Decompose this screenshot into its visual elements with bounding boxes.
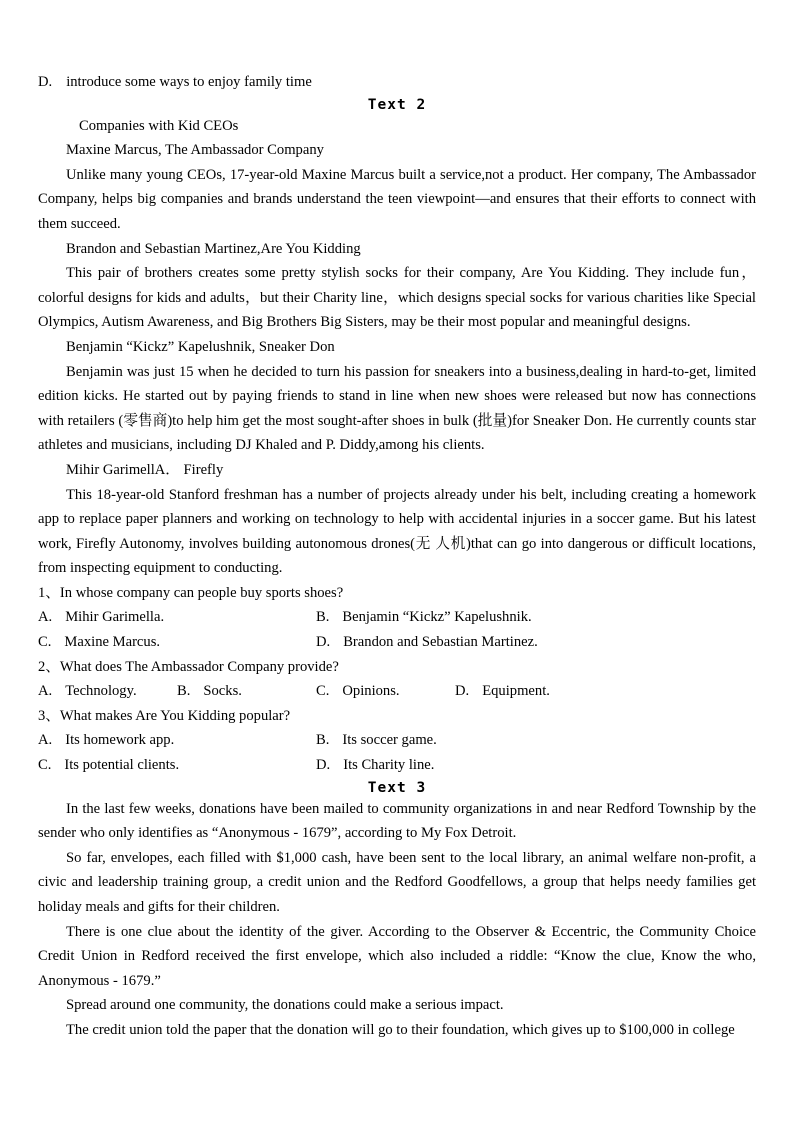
question-3-options-row-2 — [38, 753, 756, 778]
answer-option — [38, 753, 316, 778]
text3-paragraph: In the last few weeks, donations have been mailed to community organizations in and near Redford Township by the sender who only identifies as “Anonymous - 1679”, according to My Fox Detroit. — [38, 800, 756, 842]
question-2-options-row — [38, 679, 756, 704]
question-1-stem: 1、In whose company can people buy sports shoes? — [38, 584, 344, 601]
option-text: Mihir Garimella. — [65, 609, 165, 626]
option-text: Socks. — [203, 683, 242, 700]
option-text: Its homework app. — [65, 732, 175, 749]
company-subtitle: Maxine Marcus, The Ambassador Company — [66, 142, 324, 159]
option-text: Its soccer game. — [342, 732, 437, 749]
answer-option — [316, 605, 756, 630]
question-3-options-row-1 — [38, 728, 756, 753]
option-letter: D. — [316, 757, 331, 774]
option-letter: D. — [455, 683, 470, 700]
answer-option — [316, 753, 756, 778]
company-paragraph: This 18-year-old Stanford freshman has a number of projects already under his belt, including creating a homework app to replace paper planners and working on technology to help with accidental injuries in a soccer game. But his latest work, Firefly Autonomy, involves building autonomous drones(无 人机)that can go into dangerous or difficult locations, from inspecting equipment to conducting. — [38, 486, 756, 577]
company-subtitle: Mihir GarimellA． Firefly — [66, 461, 224, 478]
answer-option — [316, 728, 756, 753]
text3-paragraph: There is one clue about the identity of the giver. According to the Observer & Eccentric, the Community Choice Credit Union in Redford received the first envelope, which also included a riddle: “Know the clue, Know the who, Anonymous - 1679.” — [38, 923, 756, 989]
option-letter: C. — [38, 634, 52, 651]
company-subtitle: Brandon and Sebastian Martinez,Are You Kidding — [66, 240, 361, 257]
option-text: Maxine Marcus. — [64, 634, 161, 651]
option-text: Its potential clients. — [64, 757, 180, 774]
company-paragraph: Benjamin was just 15 when he decided to turn his passion for sneakers into a business,dealing in hard-to-get, limited edition kicks. He started out by paying friends to stand in line when new shoes were released but now has connections with retailers (零售商)to help him get the most sought-after shoes in bulk (批量)for Sneaker Don. He currently counts star athletes and musicians, including DJ Khaled and P. Diddy,among his clients. — [38, 363, 756, 454]
option-letter: B. — [316, 609, 330, 626]
text3-heading: Text 3 — [367, 779, 427, 796]
option-letter: B. — [177, 683, 191, 700]
question-1-options-row-1 — [38, 605, 756, 630]
question-1-options-row-2 — [38, 630, 756, 655]
company-paragraph: This pair of brothers creates some pretty stylish socks for their company, Are You Kidding. They include fun，colorful designs for kids and adults，but their Charity line，which designs special socks for various charities like Special Olympics, Autism Awareness, and Big Brothers Big Sisters, may be their most popular and meaningful designs. — [38, 265, 756, 331]
option-letter: C. — [38, 757, 52, 774]
choice-text: introduce some ways to enjoy family time — [66, 74, 312, 90]
choice-letter: D. — [38, 74, 53, 90]
option-letter: A. — [38, 732, 53, 749]
answer-option — [177, 679, 316, 704]
text3-paragraph: Spread around one community, the donations could make a serious impact. — [66, 997, 504, 1014]
option-text: Equipment. — [482, 683, 550, 700]
option-text: Brandon and Sebastian Martinez. — [343, 634, 538, 651]
answer-option — [316, 630, 756, 655]
company-paragraph: Unlike many young CEOs, 17-year-old Maxine Marcus built a service,not a product. Her company, The Ambassador Company, helps big companies and brands understand the teen viewpoint—and ensures that their efforts to connect with them succeed. — [38, 166, 756, 232]
option-text: Its Charity line. — [343, 757, 435, 774]
choice-d-line — [38, 70, 756, 95]
option-text: Opinions. — [342, 683, 400, 700]
option-text: Benjamin “Kickz” Kapelushnik. — [342, 609, 532, 626]
answer-option — [316, 679, 455, 704]
option-letter: C. — [316, 683, 330, 700]
option-letter: A. — [38, 683, 53, 700]
company-subtitle: Benjamin “Kickz” Kapelushnik, Sneaker Don — [66, 338, 335, 355]
answer-option — [38, 605, 316, 630]
answer-option — [38, 728, 316, 753]
option-text: Technology. — [65, 683, 137, 700]
option-letter: D. — [316, 634, 331, 651]
text3-paragraph: So far, envelopes, each filled with $1,000 cash, have been sent to the local library, an animal welfare non-profit, a civic and leadership training group, a credit union and the Redford Goodfellows, a group that helps needy families get holiday meals and gifts for their children. — [38, 849, 756, 915]
question-2-stem: 2、What does The Ambassador Company provide? — [38, 658, 339, 675]
question-3-stem: 3、What makes Are You Kidding popular? — [38, 707, 291, 724]
answer-option — [38, 679, 177, 704]
text3-paragraph: The credit union told the paper that the donation will go to their foundation, which gives up to $100,000 in college — [66, 1021, 735, 1038]
answer-option — [455, 679, 756, 704]
text2-title: Companies with Kid CEOs — [79, 117, 239, 134]
text2-heading: Text 2 — [367, 96, 427, 113]
option-letter: A. — [38, 609, 53, 626]
answer-option — [38, 630, 316, 655]
option-letter: B. — [316, 732, 330, 749]
